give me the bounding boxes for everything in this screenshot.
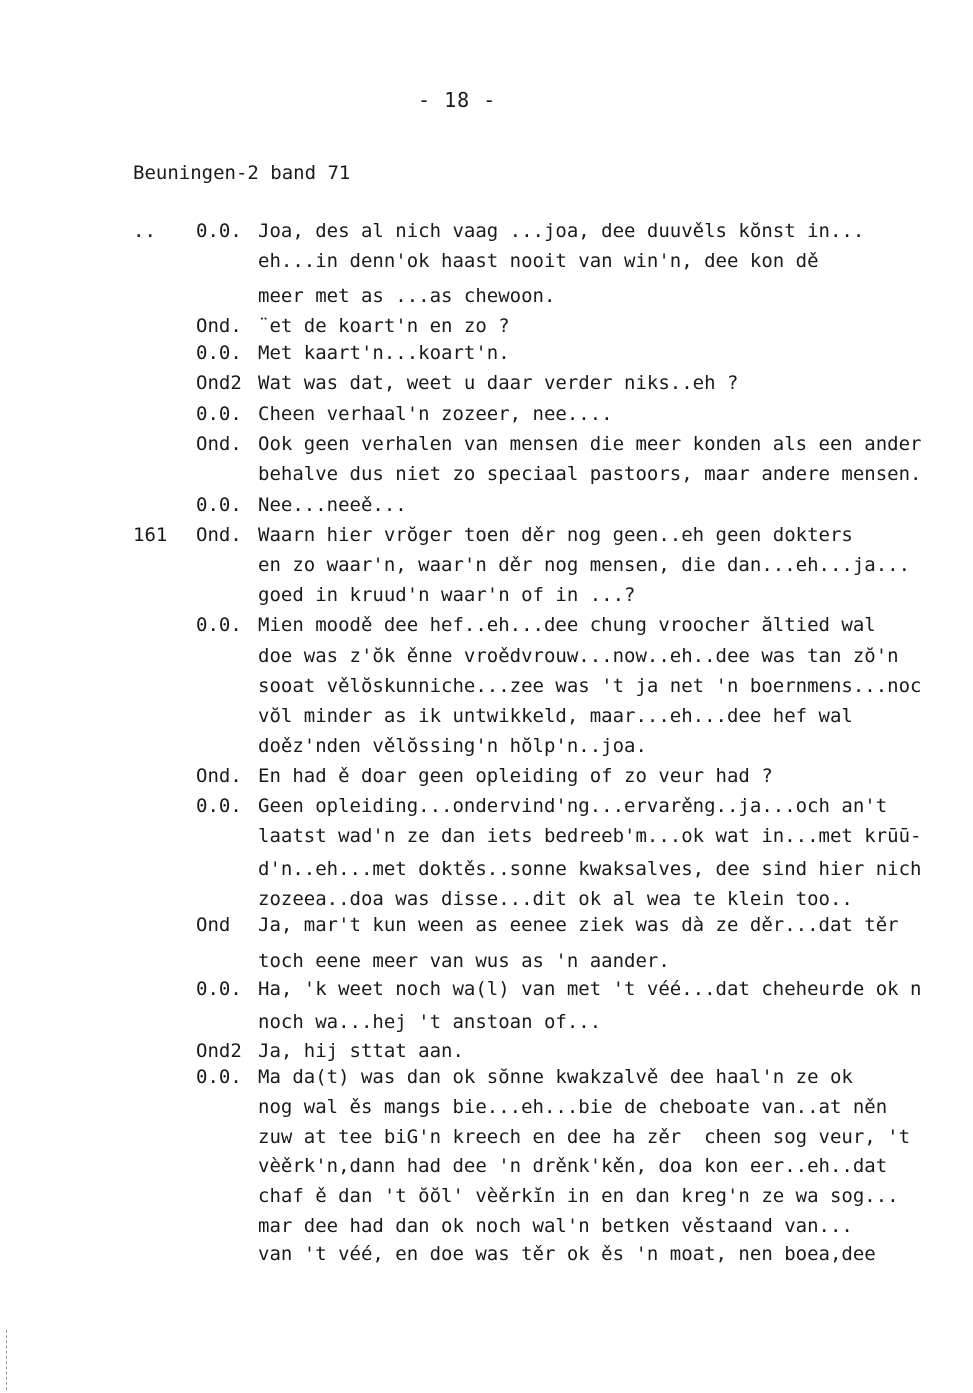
speaker-label: Ond: [196, 914, 231, 936]
transcript-line: [0, 584, 973, 614]
transcript-line: [0, 554, 973, 584]
line-text: Geen opleiding...ondervind'ng...ervarěng..ja...och an't: [258, 795, 888, 817]
speaker-label: 0.0.: [196, 1066, 242, 1088]
transcript-line: [0, 403, 973, 433]
line-text: Ja, mar't kun ween as eenee ziek was dà ze děr...dat těr: [258, 914, 899, 936]
line-text: Ook geen verhalen van mensen die meer konden als een ander: [258, 433, 922, 455]
line-text: laatst wad'n ze dan iets bedreeb'm...ok wat in...met krūū-: [258, 825, 922, 847]
transcript-line: [0, 978, 973, 1008]
speaker-label: 0.0.: [196, 795, 242, 817]
line-text: eh...in denn'ok haast nooit van win'n, dee kon dě: [258, 250, 819, 272]
page-number: - 18 -: [418, 88, 497, 112]
transcript-line: [0, 1096, 973, 1126]
speaker-label: Ond2: [196, 1040, 242, 1062]
line-text: noch wa...hej 't anstoan of...: [258, 1011, 602, 1033]
line-text: zuw at tee biG'n kreech en dee ha zěr cheen sog veur, 't: [258, 1126, 911, 1148]
line-text: Nee...neeě...: [258, 494, 407, 516]
transcript-line: [0, 614, 973, 644]
line-text: Ha, 'k weet noch wa(l) van met 't véé...dat cheheurde ok n: [258, 978, 922, 1000]
line-text: Ma da(t) was dan ok sŏnne kwakzalvě dee haal'n ze ok: [258, 1066, 853, 1088]
speaker-label: Ond2: [196, 372, 242, 394]
margin-number: ..: [133, 220, 156, 242]
speaker-label: Ond.: [196, 765, 242, 787]
line-text: vèěrk'n,dann had dee 'n drěnk'kěn, doa kon eer..eh..dat: [258, 1155, 888, 1177]
line-text: Joa, des al nich vaag ...joa, dee duuvěls kŏnst in...: [258, 220, 865, 242]
transcript-line: [0, 765, 973, 795]
line-text: d'n..eh...met doktěs..sonne kwaksalves, dee sind hier nich: [258, 858, 922, 880]
line-text: meer met as ...as chewoon.: [258, 285, 556, 307]
transcript-line: [0, 825, 973, 855]
transcript-line: [0, 372, 973, 402]
speaker-label: 0.0.: [196, 342, 242, 364]
line-text: ¨et de koart'n en zo ?: [258, 315, 510, 337]
line-text: en zo waar'n, waar'n děr nog mensen, die dan...eh...ja...: [258, 554, 911, 576]
line-text: behalve dus niet zo speciaal pastoors, maar andere mensen.: [258, 463, 922, 485]
line-text: goed in kruud'n waar'n of in ...?: [258, 584, 636, 606]
line-text: Mien moodě dee hef..eh...dee chung vroocher ăltied wal: [258, 614, 876, 636]
line-text: Met kaart'n...koart'n.: [258, 342, 510, 364]
speaker-label: 0.0.: [196, 978, 242, 1000]
transcript-line: [0, 433, 973, 463]
line-text: mar dee had dan ok noch wal'n betken věstaand van...: [258, 1215, 853, 1237]
line-text: chaf ě dan 't ŏŏl' vèěrkĭn in en dan kreg'n ze wa sog...: [258, 1185, 899, 1207]
transcript-line: [0, 315, 973, 345]
transcript-line: [0, 735, 973, 765]
transcript-line: [0, 1185, 973, 1215]
transcript-line: [0, 285, 973, 315]
transcript-line: [0, 858, 973, 888]
line-text: nog wal ěs mangs bie...eh...bie de cheboate van..at něn: [258, 1096, 888, 1118]
transcript-line: [0, 494, 973, 524]
line-text: sooat vělŏskunniche...zee was 't ja net 'n boernmens...noc: [258, 675, 922, 697]
transcript-line: [0, 463, 973, 493]
line-text: zozeea..doa was disse...dit ok al wea te klein too..: [258, 888, 853, 910]
speaker-label: 0.0.: [196, 403, 242, 425]
transcript-line: [0, 524, 973, 554]
transcript-line: [0, 1126, 973, 1156]
line-text: Cheen verhaal'n zozeer, nee....: [258, 403, 613, 425]
line-text: toch eene meer van wus as 'n aander.: [258, 950, 670, 972]
transcript-line: [0, 950, 973, 980]
line-text: vŏl minder as ik untwikkeld, maar...eh...dee hef wal: [258, 705, 853, 727]
speaker-label: Ond.: [196, 315, 242, 337]
transcript-line: [0, 914, 973, 944]
transcript-line: [0, 1243, 973, 1273]
document-header: Beuningen-2 band 71: [133, 162, 351, 184]
line-text: doe was z'ŏk ěnne vroědvrouw...now..eh..dee was tan zŏ'n: [258, 645, 899, 667]
transcript-line: [0, 1155, 973, 1185]
speaker-label: 0.0.: [196, 220, 242, 242]
transcript-line: [0, 675, 973, 705]
transcript-line: [0, 1215, 973, 1245]
transcript-line: [0, 250, 973, 280]
transcript-line: [0, 342, 973, 372]
margin-mark: [6, 1330, 8, 1390]
line-text: Wat was dat, weet u daar verder niks..eh ?: [258, 372, 739, 394]
speaker-label: 0.0.: [196, 494, 242, 516]
transcript-line: [0, 1066, 973, 1096]
transcript-line: [0, 220, 973, 250]
transcript-line: [0, 705, 973, 735]
line-text: Ja, hij sttat aan.: [258, 1040, 464, 1062]
transcript-line: [0, 1011, 973, 1041]
line-text: Waarn hier vrŏger toen děr nog geen..eh geen dokters: [258, 524, 853, 546]
line-text: van 't véé, en doe was těr ok ěs 'n moat, nen boea,dee: [258, 1243, 876, 1265]
speaker-label: 0.0.: [196, 614, 242, 636]
transcript-line: [0, 645, 973, 675]
line-text: doěz'nden vělŏssing'n hŏlp'n..joa.: [258, 735, 647, 757]
line-text: En had ě doar geen opleiding of zo veur had ?: [258, 765, 773, 787]
speaker-label: Ond.: [196, 524, 242, 546]
speaker-label: Ond.: [196, 433, 242, 455]
margin-number: 161: [133, 524, 168, 546]
transcript-line: [0, 795, 973, 825]
